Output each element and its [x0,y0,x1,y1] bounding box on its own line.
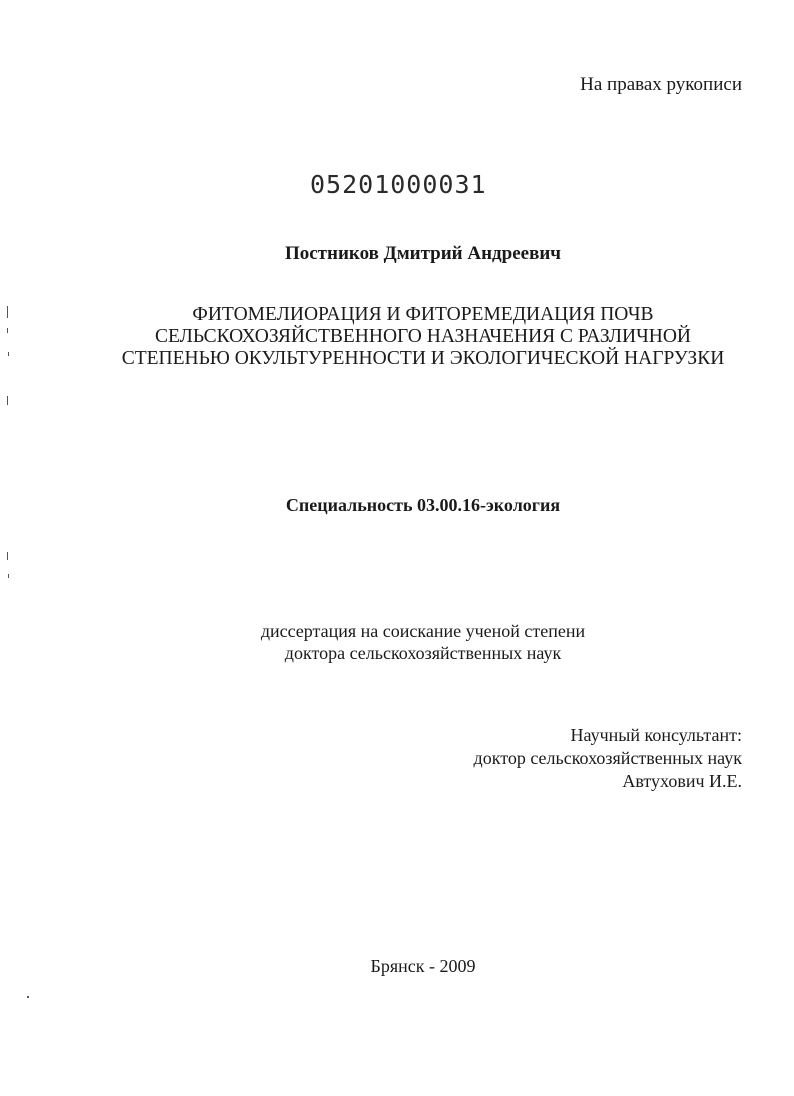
scan-artifact [7,328,8,333]
title-line: ФИТОМЕЛИОРАЦИЯ И ФИТОРЕМЕДИАЦИЯ ПОЧВ [192,304,654,325]
document-number: 05201000031 [310,170,487,199]
scientific-consultant [474,724,742,793]
place-and-year [0,956,794,977]
scan-artifact [27,996,29,998]
consultant-label: Научный консультант: [570,725,742,745]
separator: - [424,956,440,976]
scan-artifact [7,552,8,560]
city: Брянск [370,956,425,976]
dissertation-title [0,304,794,370]
scan-artifact [7,306,8,318]
year: 2009 [439,956,476,976]
rights-note: На правах рукописи [580,74,742,95]
author-name: Постников Дмитрий Андреевич [284,243,562,264]
consultant-name: Автухович И.Е. [622,771,742,791]
degree-line: доктора сельскохозяйственных наук [284,643,562,663]
specialty: Специальность 03.00.16-экология [285,495,561,515]
scan-artifact [8,352,9,356]
scan-artifact [7,396,8,405]
scan-artifact [8,574,9,578]
title-line: СТЕПЕНЬЮ ОКУЛЬТУРЕННОСТИ И ЭКОЛОГИЧЕСКОЙ НАГРУЗКИ [121,348,725,369]
consultant-degree: доктор сельскохозяйственных наук [473,748,742,768]
degree-line: диссертация на соискание ученой степени [260,621,586,641]
title-line: СЕЛЬСКОХОЗЯЙСТВЕННОГО НАЗНАЧЕНИЯ С РАЗЛИЧНОЙ [154,326,692,347]
degree-statement [0,620,794,664]
